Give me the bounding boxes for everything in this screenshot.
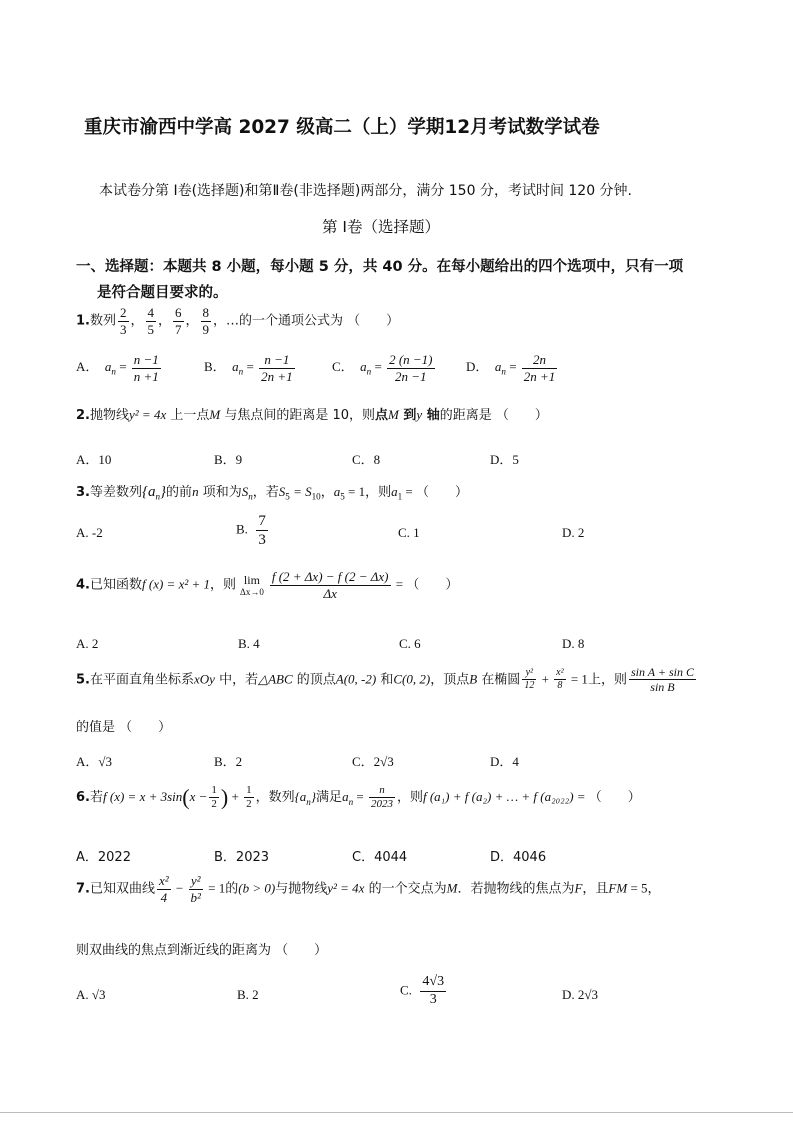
- q7-option-d[interactable]: D. 2√3: [562, 987, 599, 1002]
- q1-term-1: $\frac{2}{3}$: [120, 305, 127, 337]
- q1-prefix: 数列: [89, 313, 116, 329]
- q5-option-b[interactable]: B．2: [214, 754, 243, 769]
- q7-option-a[interactable]: A. √3: [76, 987, 106, 1002]
- q7-option-c[interactable]: C. $\frac{4√3}{3}$: [400, 974, 445, 1007]
- q2-option-b[interactable]: B．9: [214, 452, 243, 467]
- q2-option-d[interactable]: D．5: [490, 452, 519, 467]
- q1-suffix: ，…的一个通项公式为 （ ）: [213, 313, 400, 329]
- q3-option-c[interactable]: C. 1: [398, 525, 420, 540]
- q6-option-a[interactable]: A．2022: [76, 850, 131, 865]
- q5-option-a[interactable]: A．√3: [76, 754, 113, 769]
- q1-term-4: $\frac{8}{9}$: [202, 305, 210, 337]
- limit-operator: lim Δx→0: [240, 572, 264, 597]
- q1-term-2: $\frac{4}{5}$: [147, 305, 155, 337]
- question-7: 7.已知双曲线 $\frac{\text{x²}}{4}$ − $\frac{\text{y²}}{\text{b²}}$ = 1的(b > 0)与抛物线y² = 4x 的一个交点为M．若抛物线的焦点为F，且FM = 5，: [76, 873, 661, 905]
- q7-line2: 则双曲线的焦点到渐近线的距离为 （ ）: [76, 943, 328, 958]
- q2-option-a[interactable]: A．10: [76, 452, 112, 467]
- q1-option-d[interactable]: D． $a_n$ = $\frac{2n}{2n +1}$: [466, 352, 556, 384]
- q3-option-d[interactable]: D. 2: [562, 525, 585, 540]
- q5-option-c[interactable]: C．2√3: [352, 754, 394, 769]
- page-bottom-divider: [0, 1112, 793, 1113]
- question-4: 4.已知函数f (x) = x² + 1，则 lim Δx→0 $\frac{f (2 + \Delta x) - f (2 - \Delta x)}{\Delta x}$ = （ ）: [76, 569, 459, 601]
- question-2: 2.抛物线y² = 4x 上一点M 与焦点间的距离是 10，则点M 到y 轴的距离是 （ ）: [76, 407, 548, 423]
- question-5: 5.在平面直角坐标系xOy 中，若△ABC 的顶点A(0, -2) 和C(0, 2)，顶点B 在椭圆 $\frac{\text{y²}}{12}$ + $\frac{\text{x²}}{8}$ = 1上，则 $\frac{\text{sin A + sin C}}{\text{sin B}}$: [76, 665, 694, 695]
- q1-option-a[interactable]: A． $a_n$ = $\frac{n -1}{n +1}$: [76, 352, 159, 384]
- q1-option-c[interactable]: C． $a_n$ = $\frac{2 (n -1)}{2n -1}$: [332, 352, 433, 384]
- question-1: 1.数列 $\frac{2}{3}$ ， $\frac{4}{5}$ ， $\frac{6}{7}$ ， $\frac{8}{9}$ ，…的一个通项公式为 （ ）: [76, 305, 400, 337]
- part-heading: 第 Ⅰ卷（选择题）: [322, 218, 440, 236]
- question-6: 6.若f (x) = x + 3sin(x − $\frac{1}{2}$ ) + $\frac{1}{2}$ ，数列$\{a_n\}$满足$a_n$ = $\frac{n}{2023}$ ，则f (a₁) + f (a₂) + … + f (a₂₀₂₂) = （ ）: [76, 784, 641, 811]
- q7-option-b[interactable]: B. 2: [237, 987, 259, 1002]
- q4-option-a[interactable]: A. 2: [76, 636, 99, 651]
- question-3: 3.等差数列$\{a_n\}$的前n 项和为$S_n$，若$S_5 = S_{10}$，$a_5 = 1$，则$a_1$ = （ ）: [76, 484, 468, 502]
- q5-option-d[interactable]: D．4: [490, 754, 519, 769]
- section-heading-line2: 是符合题目要求的。: [97, 285, 228, 301]
- q1-term-3: $\frac{6}{7}$: [175, 305, 182, 337]
- section-heading-line1: 一、选择题：本题共 8 小题，每小题 5 分，共 40 分。在每小题给出的四个选项中，只有一项: [76, 259, 684, 275]
- q6-option-c[interactable]: C．4044: [352, 850, 408, 865]
- q6-option-b[interactable]: B．2023: [214, 850, 270, 865]
- question-number: 1.: [76, 313, 90, 329]
- q4-option-d[interactable]: D. 8: [562, 636, 585, 651]
- q1-option-b[interactable]: B． $a_n$ = $\frac{n -1}{2n +1}$: [204, 352, 293, 384]
- q4-option-b[interactable]: B. 4: [238, 636, 260, 651]
- exam-title: 重庆市渝西中学高 2027 级高二（上）学期12月考试数学试卷: [84, 117, 600, 138]
- q3-option-a[interactable]: A. -2: [76, 525, 103, 540]
- q3-option-b[interactable]: B. $\frac{7}{3}$: [236, 513, 266, 548]
- q5-line2: 的值是 （ ）: [76, 720, 172, 735]
- exam-intro: 本试卷分第 Ⅰ卷(选择题)和第Ⅱ卷(非选择题)两部分，满分 150 分，考试时间 120 分钟.: [99, 183, 633, 199]
- q6-option-d[interactable]: D．4046: [490, 850, 547, 865]
- q2-option-c[interactable]: C．8: [352, 452, 381, 467]
- q4-option-c[interactable]: C. 6: [399, 636, 421, 651]
